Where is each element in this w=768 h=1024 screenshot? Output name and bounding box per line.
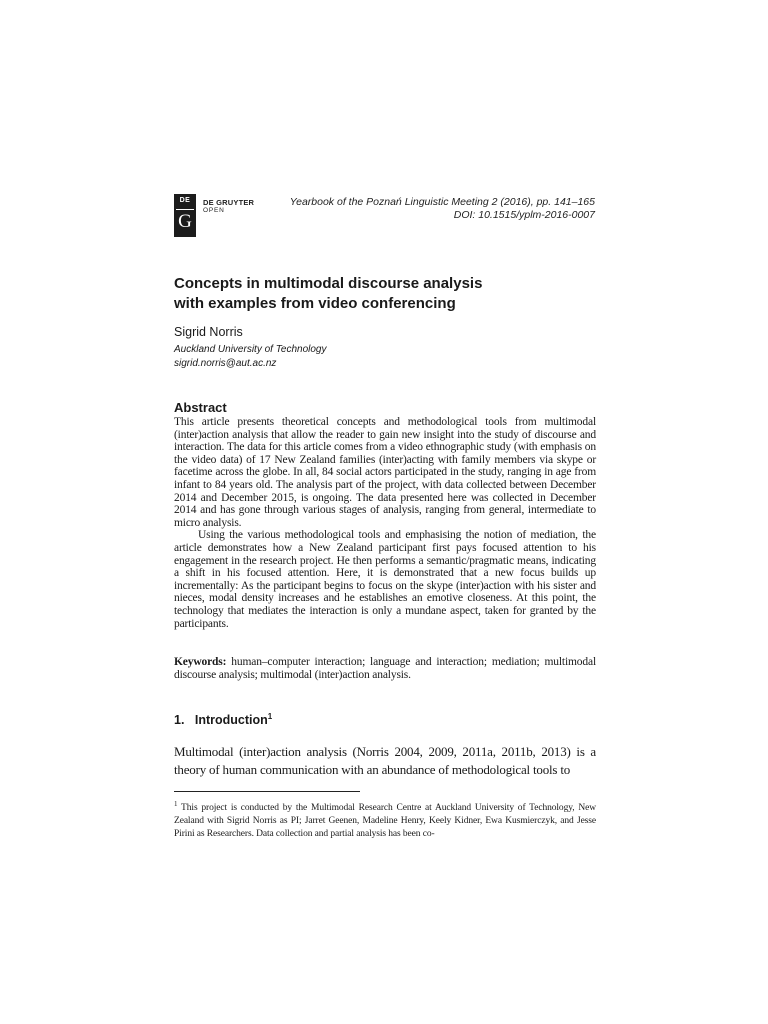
journal-citation: Yearbook of the Poznań Linguistic Meeting 2 (2016), pp. 141–165 [289, 196, 595, 208]
section-number: 1. [174, 713, 185, 728]
abstract-paragraph-2: Using the various methodological tools and emphasising the notion of mediation, the article demonstrates how a New Zealand participant first pays focused attention to his engagement in the research project. He then performs a semantic/pragmatic means, indicating a shift in his focused attention. Here, it is demonstrated that a new focus builds up incrementally: As the participant begins to focus on the skype (inter)action with his sister and nieces, modal density increases and he establishes an emotive closeness. At this point, the technology that mediates the interaction is only a mundane aspect, taken for granted by the participants. [174, 529, 596, 630]
article-title-line-1: Concepts in multimodal discourse analysis [174, 275, 483, 292]
logo-top-letters: DE [179, 197, 191, 204]
author-email: sigrid.norris@aut.ac.nz [174, 358, 277, 369]
footnote [174, 798, 596, 841]
article-title [174, 274, 594, 314]
keywords-text: human–computer interaction; language and interaction; mediation; multimodal discourse analysis; multimodal (inter)action analysis. [174, 656, 596, 681]
journal-doi: DOI: 10.1515/yplm-2016-0007 [453, 209, 595, 221]
abstract-heading: Abstract [174, 400, 227, 415]
keywords [174, 656, 596, 682]
section-footnote-mark: 1 [267, 712, 273, 721]
author-details [174, 343, 327, 371]
logo-bottom-letter: G [178, 211, 192, 232]
abstract-body [174, 416, 596, 630]
abstract-paragraph-1: This article presents theoretical concepts and methodological tools from multimodal (inter)action analysis that allow the reader to gain new insight into the study of discourse and interaction. The data for this article comes from a video ethnographic study (with emphasis on the video data) of 17 New Zealand families (inter)acting with family members via skype or facetime across the globe. In all, 84 social actors participated in the study, ranging in age from infant to 84 years old. The analysis part of the project, with data collected between December 2014 and December 2015, is ongoing. The data presented here was collected in December 2014 and has gone through various stages of analysis, ranging from general, intermediate to micro analysis. [174, 416, 596, 529]
footnote-text: This project is conducted by the Multimodal Research Centre at Auckland University of Technology, New Zealand with Sigrid Norris as PI; Jarret Geenen, Madeline Henry, Keely Kidner, Ewa Kusmierczyk, and Jesse Pirini as Researchers. Data collection and partial analysis has been co- [174, 803, 596, 840]
footnote-mark: 1 [174, 800, 178, 808]
article-title-line-2: with examples from video conferencing [174, 295, 456, 312]
keywords-label: Keywords: [174, 656, 227, 668]
publisher-subtitle: OPEN [203, 207, 225, 214]
body-paragraph: Multimodal (inter)action analysis (Norris 2004, 2009, 2011a, 2011b, 2013) is a theory of human communication with an abundance of methodological tools to [174, 744, 596, 777]
publisher-name: DE GRUYTER [203, 198, 255, 207]
journal-header [290, 196, 595, 222]
de-gruyter-logo [174, 194, 196, 237]
section-heading [174, 712, 272, 727]
logo-divider [176, 209, 194, 210]
author-affiliation: Auckland University of Technology [174, 344, 327, 355]
author-name: Sigrid Norris [174, 325, 243, 339]
footnote-divider [174, 791, 360, 792]
section-title: Introduction [194, 713, 268, 728]
publisher-wordmark [203, 199, 254, 215]
